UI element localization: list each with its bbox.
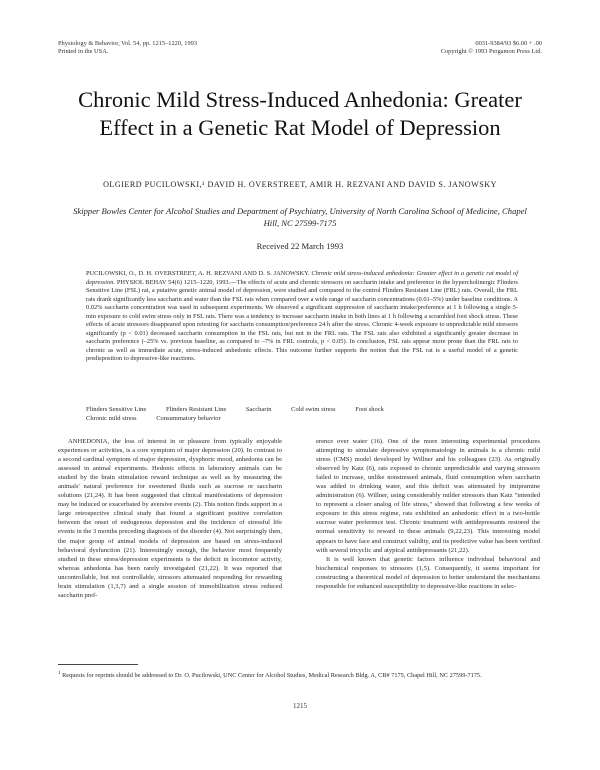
abstract-citation-source: PHYSIOL BEHAV 54(6) 1215–1220, 1993. xyxy=(116,278,231,286)
keywords-row-1 xyxy=(86,405,518,414)
keyword: Flinders Resistant Line xyxy=(165,406,227,413)
received-date: Received 22 March 1993 xyxy=(256,241,344,251)
footnote-marker: 1 xyxy=(58,671,61,676)
journal-header-right xyxy=(441,40,542,56)
body-paragraph: It is well known that genetic factors influence individual behavioral and biochemical responses to stressors (1,5). Consequently, it seems important for constructing a theoretical model of depression to better understand the mechanisms responsible for enhanced susceptibility to depressive-like reactions in selec- xyxy=(316,555,540,590)
affiliation: Skipper Bowles Center for Alcohol Studies and Department of Psychiatry, University of North Carolina School of Medicine, Chapel Hill, NC 27599-7175 xyxy=(73,206,527,228)
abstract-citation-title: Chronic mild stress-induced anhedonia: Greater effect in a genetic rat model of depression. xyxy=(86,270,518,286)
title-line-1: Chronic Mild Stress-Induced Anhedonia: Greater xyxy=(78,87,522,112)
title-line-2: Effect in a Genetic Rat Model of Depression xyxy=(99,115,501,140)
keyword: Flinders Sensitive Line xyxy=(86,406,147,413)
footnote-text: Requests for reprints should be addressed to Dr. O. Pucilowski, UNC Center for Alcohol Studies, Medical Research Bldg. A, CB# 7175, Chapel Hill, NC 27599-7175. xyxy=(62,672,482,680)
keywords-row-2 xyxy=(86,414,518,423)
abstract-body: —The effects of acute and chronic stressors on saccharin intake and preference in the hypercholinergic Flinders Sensitive Line (FSL) rat, a putative genetic animal model of depression, were studied and compared to the control Flinders Resistant Line (FRL) rats. Overall, the FRL rats drank significantly less saccharin and water than the FSL rats when compared over a wide range of saccharin concentrations (0.01–5%) under baseline conditions. A 0.02% saccharin concentration was used in subsequent experiments. We observed a significant suppression of saccharin intake/preference at 1 h following a single 5-min exposure to cold swim stress only in FSL rats. There was a tendency to increase saccharin intake in both lines at 1 h following a scrambled foot shock stress. These effects of acute stressors disappeared upon retesting for saccharin consumption/preference 24 h after the stress. Chronic 4-week exposure to unpredictable mild stressors significantly (p < 0.01) decreased saccharin consumption in the FSL rats, but not in the FRL rats. The FSL rats also exhibited a significantly greater decrease in saccharin preference (–25% vs. previous baseline, as compared to –7% in FRL controls, p < 0.05). In conclusion, FSL rats appear more prone than the FRL rats to chronic as well as immediate acute, stress-induced anhedonic effects. This outcome further supports the notion that the FSL rat is a useful model of a genetic predisposition to depressive-like reactions. xyxy=(86,278,518,363)
printed-in: Printed in the USA. xyxy=(58,48,109,55)
page-number: 1215 xyxy=(293,702,307,710)
journal-citation: Physiology & Behavior, Vol. 54, pp. 1215–1220, 1993 xyxy=(58,40,198,47)
keyword: Consummatory behavior xyxy=(156,415,221,422)
copyright-notice: Copyright © 1993 Pergamon Press Ltd. xyxy=(440,48,542,55)
issn-price: 0031-9384/93 $6.00 + .00 xyxy=(475,40,542,47)
body-paragraph: erence over water (16). One of the more interesting experimental procedures attempting to simulate depressive symptomatology in animals is a chronic mild stress (CMS) model developed by Willner and his colleagues (23). As originally observed by Katz (6), rats exposed to chronic unpredictable and varying stressors failed to increase, unlike nonstressed animals, fluid consumption when saccharin was added to drinking water, and this deficit was attenuated by imipramine administration (6). Willner, using considerably milder stressors than Katz "intended to represent a closer analog of life stress," showed that following a few weeks of exposure to this stress regime, rats exhibited an anhedonic effect in a two-bottle sucrose water preference test. Chronic treatment with antidepressants restored the normal sensitivity to reward in these animals (9,22,23). This interesting model appears to have face and construct validity, and its predictive value has been verified with several tricyclic and atypical antidepressants (21,22). xyxy=(316,438,540,554)
keywords xyxy=(86,405,518,423)
keyword: Foot shock xyxy=(355,406,384,413)
keyword: Chronic mild stress xyxy=(86,415,137,422)
keyword: Cold swim stress xyxy=(291,406,336,413)
keyword: Saccharin xyxy=(245,406,272,413)
body-column-left xyxy=(58,437,282,600)
footnote-divider xyxy=(58,664,138,665)
journal-header-left xyxy=(58,40,197,56)
article-title xyxy=(30,86,570,142)
body-paragraph: ANHEDONIA, the loss of interest in or pleasure from typically enjoyable experiences or activities, is a core symptom of major depression (20). In contrast to a second cardinal symptom of major depression, dysphoric mood, anhedonia can be assessed in animal experiments. Hedonic effects in laboratory animals can be studied by the brain stimulation reward technique as well as by measuring the animals' natural preference for sweetened fluids such as sucrose or saccharin solutions (21,24). It has been suggested that clinical manifestations of depression may be induced or exacerbated by aversive events (2). This notion finds support in a large retrospective clinical study that found a significant positive correlation between the onset of endogenous depression and the incidence of stressful life events in the 3 months preceding diagnosis of the disorder (4). Not surprisingly then, the major group of animal models of depression are based on stress-induced behavioral dysfunction (21). Interestingly enough, the behavior most frequently studied in these stress/depression experiments is the deficit in locomotor activity, whereas anhedonia has been rarely investigated (21,22). It was reported that uncontrollable, but not controllable, stressors attenuated responding for rewarding brain stimulation (1,3,7) and a single session of immobilization stress reduced saccharin pref- xyxy=(58,438,282,599)
footnote xyxy=(58,670,542,681)
abstract-citation-authors: PUCILOWSKI, O., D. H. OVERSTREET, A. H. REZVANI AND D. S. JANOWSKY. xyxy=(86,270,310,277)
abstract xyxy=(86,270,518,364)
author-list: OLGIERD PUCILOWSKI,¹ DAVID H. OVERSTREET, AMIR H. REZVANI AND DAVID S. JANOWSKY xyxy=(103,180,497,189)
body-column-right xyxy=(316,437,540,591)
